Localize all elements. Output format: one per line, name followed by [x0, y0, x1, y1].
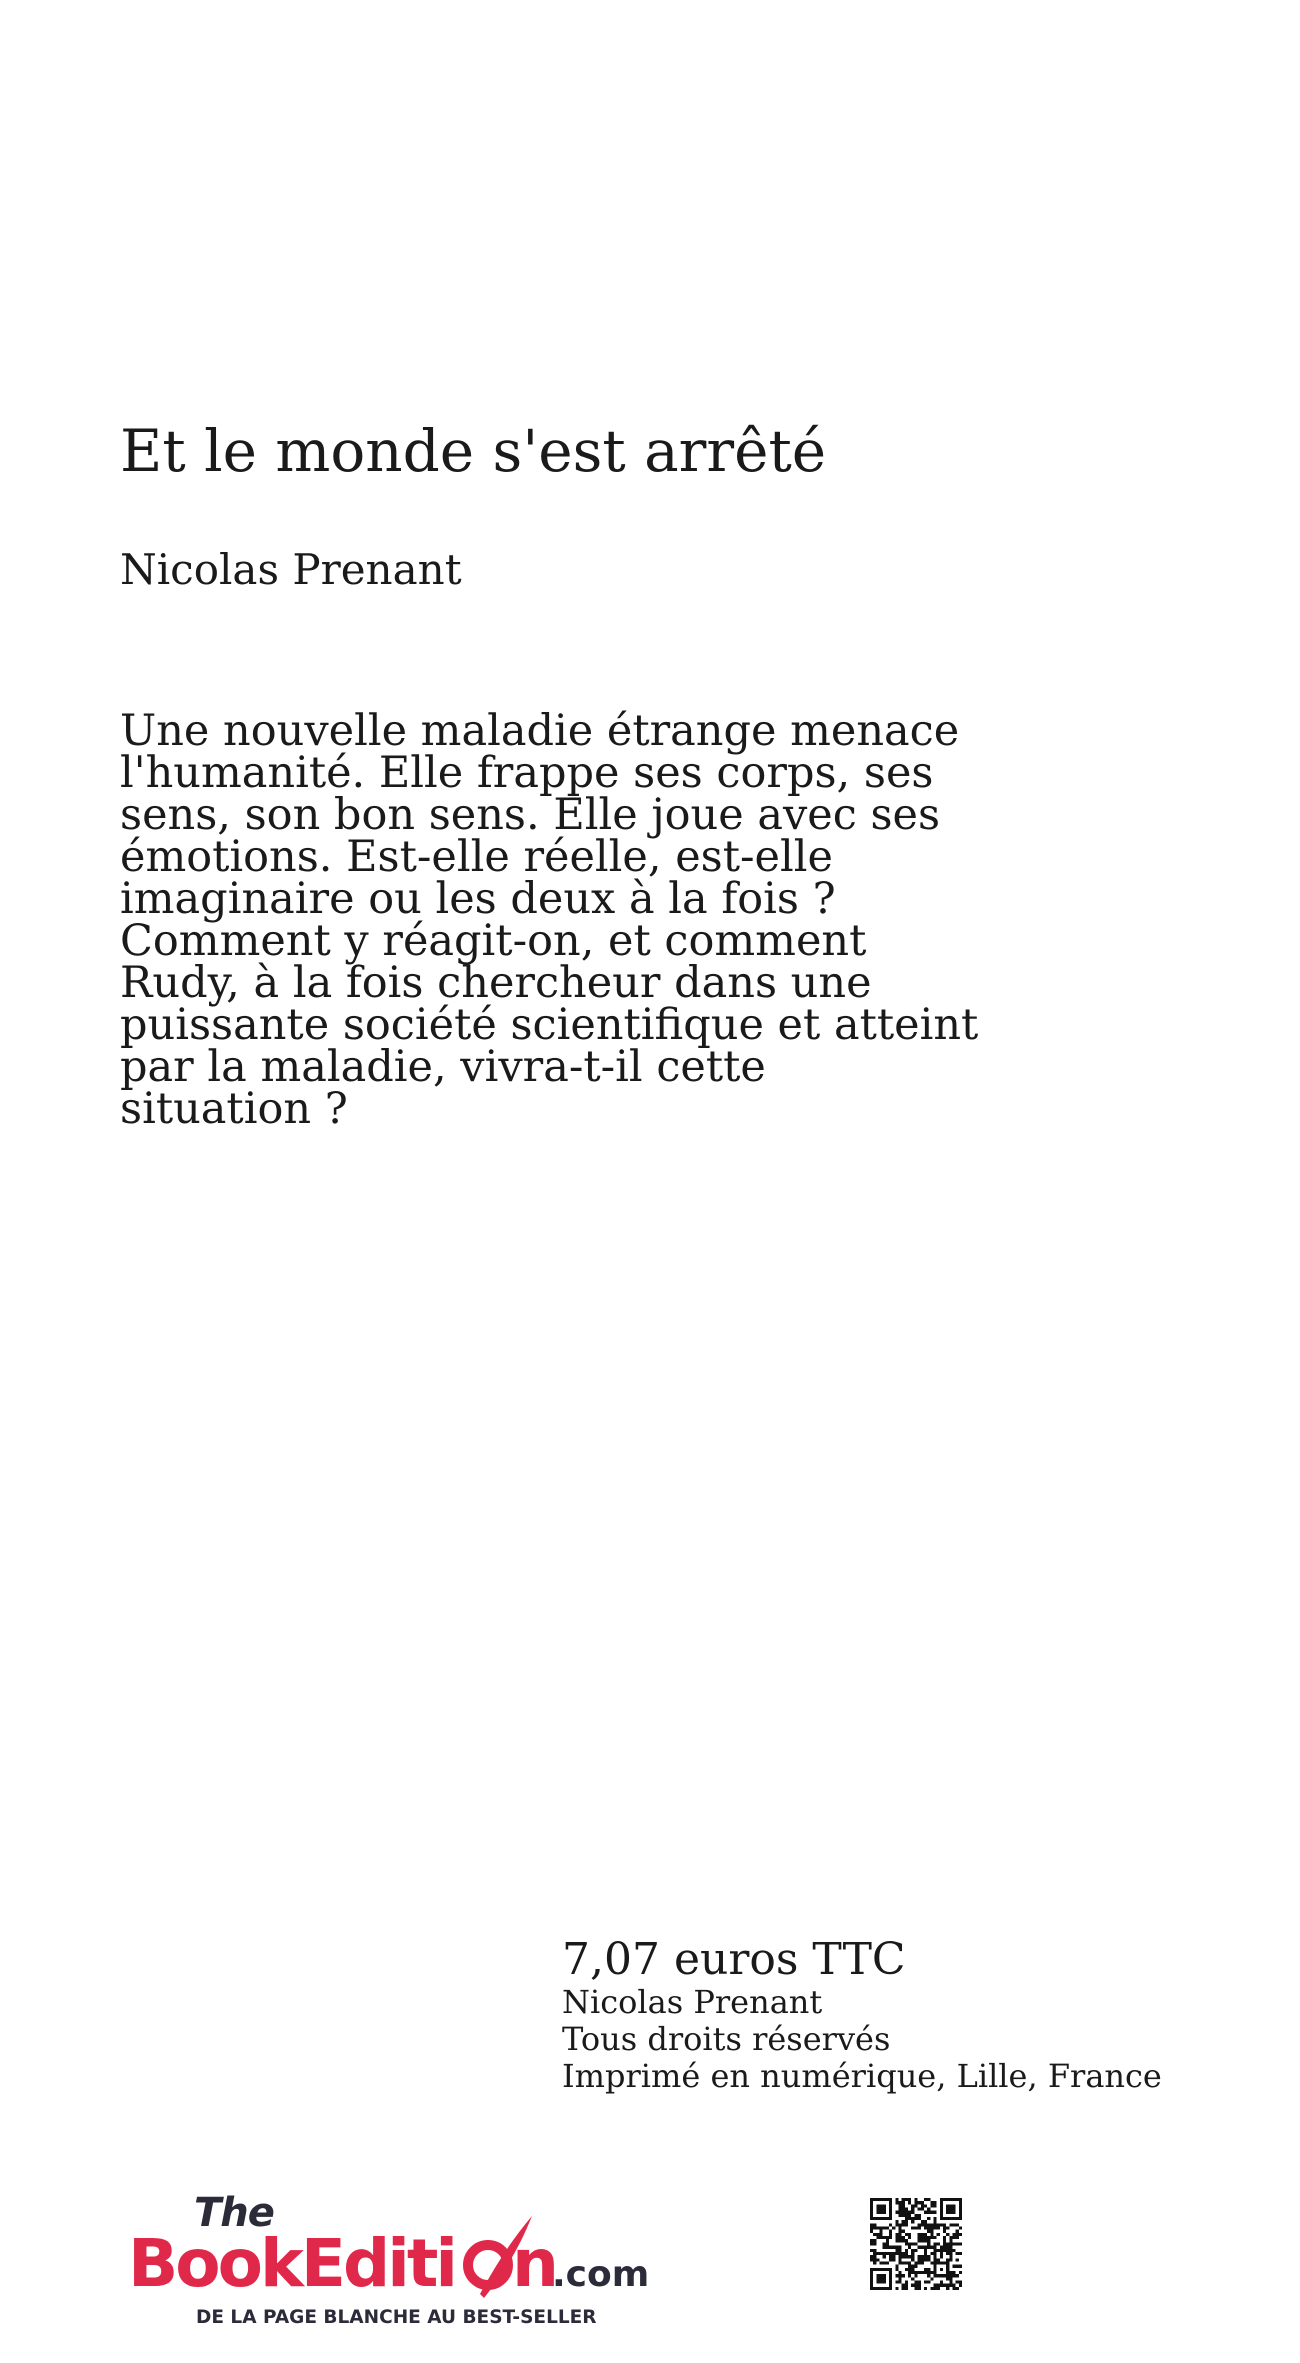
- synopsis-line: Comment y réagit-on, et comment: [120, 916, 867, 966]
- synopsis-line: situation ?: [120, 1084, 348, 1134]
- synopsis-line: l'humanité. Elle frappe ses corps, ses: [120, 748, 934, 798]
- imprint-block: [562, 1936, 1202, 2095]
- synopsis-line: imaginaire ou les deux à la fois ?: [120, 874, 836, 924]
- book-title: Et le monde s'est arrêté: [120, 417, 827, 485]
- qr-code-graphic: [870, 2198, 962, 2290]
- logo-tagline: DE LA PAGE BLANCHE AU BEST-SELLER: [196, 2307, 597, 2328]
- book-author: Nicolas Prenant: [120, 545, 462, 594]
- synopsis-line: par la maladie, vivra-t-il cette: [120, 1042, 766, 1092]
- imprint-printed: Imprimé en numérique, Lille, France: [562, 2057, 1162, 2096]
- imprint-rights: Tous droits réservés: [562, 2020, 891, 2059]
- logo-domain-text: .com: [552, 2254, 650, 2295]
- logo-brand-text-2: n: [512, 2225, 556, 2302]
- book-synopsis: [120, 706, 1000, 1134]
- synopsis-line: Rudy, à la fois chercheur dans une: [120, 958, 872, 1008]
- imprint-author: Nicolas Prenant: [562, 1983, 823, 2022]
- price: 7,07 euros TTC: [562, 1934, 906, 1985]
- synopsis-line: Une nouvelle maladie étrange menace: [120, 706, 960, 756]
- synopsis-line: puissante société scientifique et atteint: [120, 1000, 979, 1050]
- bookedition-logo-graphic: [128, 2190, 718, 2330]
- bookedition-logo: [128, 2190, 718, 2330]
- synopsis-line: sens, son bon sens. Elle joue avec ses: [120, 790, 941, 840]
- qr-code-icon: [870, 2198, 962, 2290]
- logo-brand-text-1: BookEditi: [128, 2225, 456, 2302]
- logo-the-text: The: [194, 2190, 274, 2236]
- synopsis-line: émotions. Est-elle réelle, est-elle: [120, 832, 833, 882]
